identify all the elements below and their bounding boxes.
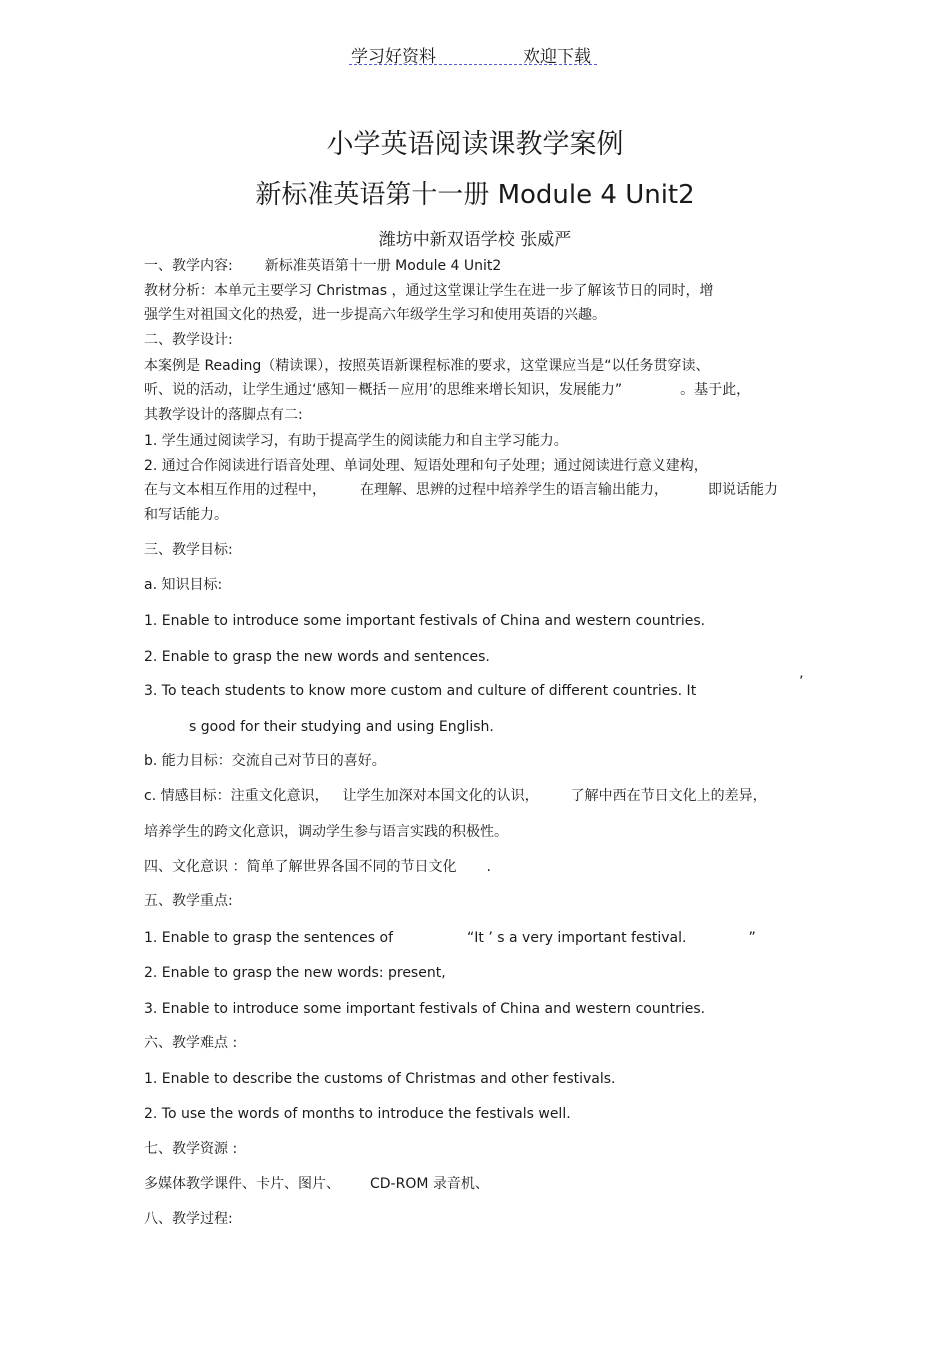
text-line: 本案例是 Reading（精读课），按照英语新课程标准的要求，这堂课应当是“以任务贯穿读、: [144, 358, 710, 374]
section-heading-5: 五、教学重点:: [144, 893, 233, 909]
list-item: 2. 通过合作阅读进行语音处理、单词处理、短语处理和句子处理；通过阅读进行意义建构，: [144, 458, 708, 474]
text-fragment: 在理解、思辨的过程中培养学生的语言输出能力，: [360, 482, 668, 498]
header-dashed-underline: [349, 64, 597, 65]
document-subtitle: 新标准英语第十一册 Module 4 Unit2: [255, 180, 695, 210]
section-heading-1: 一、教学内容:: [144, 258, 233, 274]
text-line: [144, 381, 750, 399]
list-item: 1. Enable to describe the customs of Christmas and other festivals.: [144, 1071, 616, 1087]
text-fragment: 四、文化意识 ：简单了解世界各国不同的节日文化: [144, 859, 457, 875]
text-fragment: 在与文本相互作用的过程中，: [144, 482, 326, 498]
apostrophe-mark: ’: [799, 674, 804, 690]
text-line: [144, 1175, 489, 1193]
text-line: 其教学设计的落脚点有二:: [144, 407, 303, 423]
section-heading-7: 七、教学资源 :: [144, 1141, 238, 1157]
section-heading-8: 八、教学过程:: [144, 1211, 233, 1227]
text-fragment: CD-ROM 录音机、: [370, 1176, 489, 1192]
text-fragment: c. 情感目标：注重文化意识，: [144, 788, 329, 804]
text-fragment: ”: [748, 930, 756, 946]
text-fragment: 了解中西在节日文化上的差异，: [570, 788, 767, 804]
page-header: [0, 40, 950, 68]
text-fragment: 听、说的活动，让学生通过‘感知－概括－应用’的思维来增长知识，发展能力”: [144, 382, 623, 398]
header-left-text: 学习好资料: [351, 47, 436, 67]
text-fragment: 即说话能力: [708, 482, 778, 498]
document-author: 潍坊中新双语学校 张威严: [378, 230, 572, 250]
teaching-content-value: 新标准英语第十一册 Module 4 Unit2: [264, 258, 502, 274]
text-line: s good for their studying and using English.: [189, 719, 494, 735]
list-item: 3. To teach students to know more custom and culture of different countries. It: [144, 683, 697, 699]
list-item: 2. To use the words of months to introduce the festivals well.: [144, 1106, 571, 1122]
list-item: 1. 学生通过阅读学习，有助于提高学生的阅读能力和自主学习能力。: [144, 433, 568, 449]
header-right-text: 欢迎下载: [523, 47, 591, 67]
list-item: 2. Enable to grasp the new words and sentences.: [144, 649, 490, 665]
section-heading-2: 二、教学设计:: [144, 332, 233, 348]
text-fragment: 多媒体教学课件、卡片、图片、: [144, 1176, 340, 1192]
section-heading-4: [144, 858, 491, 876]
text-line: 和写话能力。: [144, 507, 228, 523]
section-heading-6: 六、教学难点 :: [144, 1035, 238, 1051]
text-fragment: .: [486, 859, 491, 875]
list-item: [144, 929, 756, 947]
text-fragment: 1. Enable to grasp the sentences of: [144, 930, 394, 946]
sub-heading: b. 能力目标：交流自己对节日的喜好。: [144, 753, 386, 769]
sub-heading: a. 知识目标:: [144, 577, 223, 593]
document-title: 小学英语阅读课教学案例: [326, 129, 624, 160]
teaching-content-line: [144, 257, 501, 275]
text-line: 培养学生的跨文化意识，调动学生参与语言实践的积极性。: [144, 824, 508, 840]
text-line: 教材分析：本单元主要学习 Christmas ，通过这堂课让学生在进一步了解该节日的同时，增: [144, 283, 714, 299]
text-fragment: 。基于此，: [680, 382, 751, 398]
text-line: [144, 481, 778, 499]
text-fragment: “It ’ s a very important festival.: [467, 930, 687, 946]
list-item: 3. Enable to introduce some important festivals of China and western countries.: [144, 1001, 706, 1017]
text-line: 强学生对祖国文化的热爱，进一步提高六年级学生学习和使用英语的兴趣。: [144, 307, 606, 323]
sub-heading: [144, 787, 767, 805]
list-item: 1. Enable to introduce some important festivals of China and western countries.: [144, 613, 706, 629]
text-fragment: 让学生加深对本国文化的认识，: [342, 788, 539, 804]
section-heading-3: 三、教学目标:: [144, 542, 233, 558]
list-item: 2. Enable to grasp the new words: present,: [144, 965, 446, 981]
